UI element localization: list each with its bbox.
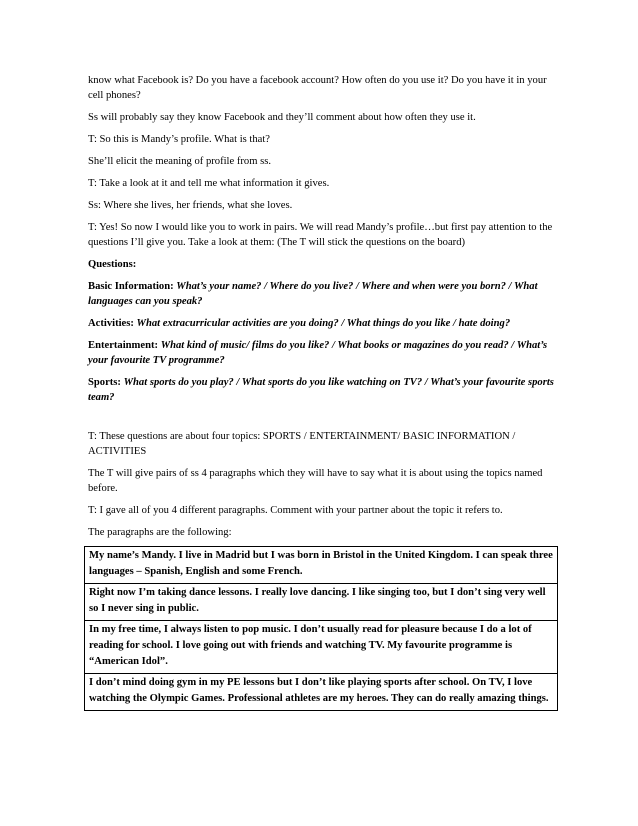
spacer: [88, 412, 554, 429]
intro-paragraph-3: T: So this is Mandy’s profile. What is that?: [88, 134, 271, 145]
table-row: [85, 584, 558, 621]
table-row: [85, 674, 558, 711]
question-text: What extracurricular activities are you doing? / What things do you like / hate doing?: [136, 318, 511, 329]
paragraph-activities: Right now I’m taking dance lessons. I really love dancing. I like singing too, but I don’t sing very well so I never sing in public.: [85, 584, 558, 621]
table-row: [85, 547, 558, 584]
paragraph-basic-information: My name’s Mandy. I live in Madrid but I was born in Bristol in the United Kingdom. I can speak three languages – Spanish, English and some French.: [85, 547, 558, 584]
paragraph-entertainment: In my free time, I always listen to pop music. I don’t usually read for pleasure because I do a lot of reading for school. I love going out with friends and watching TV. My favourite programme is “American Idol”.: [85, 621, 558, 674]
questions-heading: Questions:: [88, 259, 137, 270]
question-sports: [88, 375, 554, 405]
paragraph-sports: I don’t mind doing gym in my PE lessons but I don’t like playing sports after school. On TV, I love watching the Olympic Games. Professional athletes are my heroes. They can do really amazing things.: [85, 674, 558, 711]
question-label: Sports:: [88, 377, 121, 388]
question-text: What’s your name? / Where do you live? / Where and when were you born? / What languages can you speak?: [88, 281, 538, 307]
intro-paragraph-7: T: Yes! So now I would like you to work in pairs. We will read Mandy’s profile…but first pay attention to the questions I’ll give you. Take a look at them: (The T will stick the questions on the board): [88, 222, 553, 248]
question-label: Activities:: [88, 318, 134, 329]
after-paragraph-1: T: These questions are about four topics: SPORTS / ENTERTAINMENT/ BASIC INFORMATION / ACTIVITIES: [88, 431, 516, 457]
intro-paragraph-1: know what Facebook is? Do you have a facebook account? How often do you use it? Do you have it in your cell phones?: [88, 75, 547, 101]
lesson-plan-content: [88, 73, 554, 711]
after-paragraph-3: T: I gave all of you 4 different paragraphs. Comment with your partner about the topic it refers to.: [88, 505, 503, 516]
paragraphs-table: [84, 546, 558, 711]
intro-paragraph-5: T: Take a look at it and tell me what information it gives.: [88, 178, 330, 189]
table-row: [85, 621, 558, 674]
intro-paragraph-4: She’ll elicit the meaning of profile from ss.: [88, 156, 271, 167]
question-label: Entertainment:: [88, 340, 159, 351]
intro-paragraph-2: Ss will probably say they know Facebook and they’ll comment about how often they use it.: [88, 112, 476, 123]
question-entertainment: [88, 338, 554, 368]
question-text: What kind of music/ films do you like? / What books or magazines do you read? / What’s your favourite TV programme?: [88, 340, 548, 366]
question-label: Basic Information:: [88, 281, 174, 292]
after-paragraph-4: The paragraphs are the following:: [88, 527, 232, 538]
question-activities: [88, 316, 554, 331]
question-basic-information: [88, 279, 554, 309]
question-text: What sports do you play? / What sports do you like watching on TV? / What’s your favourite sports team?: [88, 377, 554, 403]
intro-paragraph-6: Ss: Where she lives, her friends, what she loves.: [88, 200, 293, 211]
after-paragraph-2: The T will give pairs of ss 4 paragraphs which they will have to say what it is about using the topics named before.: [88, 468, 543, 494]
